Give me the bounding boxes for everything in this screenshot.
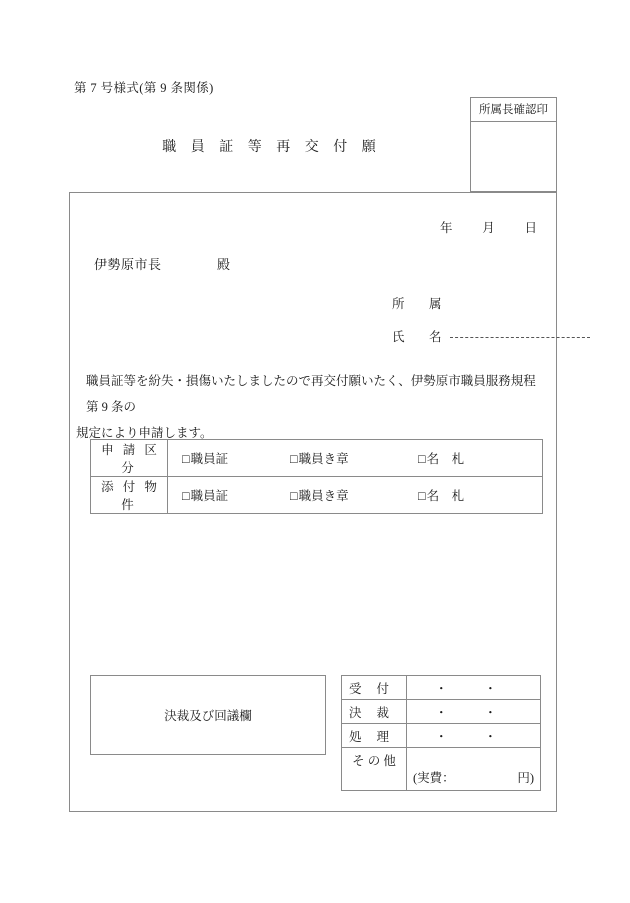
checkbox-icon[interactable]: □ <box>418 489 426 503</box>
checkbox-label: 職員証 <box>190 489 229 503</box>
name-row <box>392 327 590 345</box>
date-dot: ・ <box>435 729 448 744</box>
checkbox-icon[interactable]: □ <box>182 489 190 503</box>
date-month-label: 月 <box>482 221 496 235</box>
row-label-approval <box>342 700 407 724</box>
cost-prefix: (実費： <box>413 771 455 785</box>
label-char: 理 <box>376 729 389 744</box>
name-input-line[interactable] <box>450 337 590 338</box>
affiliation-row <box>392 294 448 312</box>
processing-table <box>341 675 541 791</box>
date-day-label: 日 <box>524 221 538 235</box>
approval-box-label: 決裁及び回議欄 <box>164 709 252 723</box>
cost-suffix: 円) <box>517 771 534 785</box>
row-options-attached-items <box>168 477 543 514</box>
checkbox-option[interactable] <box>418 486 526 504</box>
date-year-label: 年 <box>440 221 454 235</box>
checkbox-icon[interactable]: □ <box>182 452 190 466</box>
checkbox-label: 名 札 <box>426 452 465 466</box>
label-char: 付 <box>376 681 389 696</box>
table-row <box>91 477 543 514</box>
row-value-other[interactable] <box>407 748 541 791</box>
date-dot: ・ <box>484 681 497 696</box>
body-line-2: 規定により申請します。 <box>76 426 213 440</box>
row-label-other <box>342 748 407 791</box>
addressee-line <box>94 254 231 273</box>
date-dot: ・ <box>484 729 497 744</box>
table-row <box>342 724 541 748</box>
page-title: 職 員 証 等 再 交 付 願 <box>162 140 382 155</box>
checkbox-label: 職員き章 <box>298 452 349 466</box>
body-line-1: 職員証等を紛失・損傷いたしましたので再交付願いたく、伊勢原市職員服務規程第 9 条の <box>86 374 536 414</box>
other-label-text: そ の 他 <box>352 754 396 768</box>
label-char: 決 <box>349 705 362 720</box>
row-value-approval[interactable] <box>407 700 541 724</box>
checkbox-label: 名 札 <box>426 489 465 503</box>
date-dot: ・ <box>435 681 448 696</box>
body-paragraph <box>76 368 548 446</box>
checkbox-icon[interactable]: □ <box>418 452 426 466</box>
row-label-receipt <box>342 676 407 700</box>
table-row <box>91 440 543 477</box>
application-checkbox-table <box>90 439 543 514</box>
table-row <box>342 748 541 791</box>
checkbox-option[interactable] <box>290 449 418 467</box>
addressee-honorific: 殿 <box>217 257 231 272</box>
approval-circulation-box[interactable] <box>90 675 326 755</box>
form-number: 第 7 号様式(第 9 条関係) <box>74 81 214 95</box>
checkbox-label: 職員き章 <box>298 489 349 503</box>
row-label-processing <box>342 724 407 748</box>
name-label: 氏 名 <box>392 330 448 344</box>
department-head-seal-box <box>470 97 557 192</box>
checkbox-option[interactable] <box>182 449 290 467</box>
checkbox-label: 職員証 <box>190 452 229 466</box>
checkbox-option[interactable] <box>182 486 290 504</box>
row-label-application-category: 申 請 区 分 <box>91 440 168 477</box>
date-dot: ・ <box>435 705 448 720</box>
label-char: 処 <box>349 729 362 744</box>
row-label-attached-items: 添 付 物 件 <box>91 477 168 514</box>
row-options-application-category <box>168 440 543 477</box>
row-value-processing[interactable] <box>407 724 541 748</box>
seal-box-header-label: 所属長確認印 <box>471 98 556 122</box>
table-row <box>342 700 541 724</box>
checkbox-icon[interactable]: □ <box>290 489 298 503</box>
row-value-receipt[interactable] <box>407 676 541 700</box>
seal-box-stamp-area[interactable] <box>471 122 556 192</box>
affiliation-label: 所 属 <box>392 297 448 311</box>
label-char: 受 <box>349 681 362 696</box>
checkbox-icon[interactable]: □ <box>290 452 298 466</box>
table-row <box>342 676 541 700</box>
date-dot: ・ <box>484 705 497 720</box>
checkbox-option[interactable] <box>418 449 526 467</box>
checkbox-option[interactable] <box>290 486 418 504</box>
date-line <box>440 218 538 236</box>
addressee-name: 伊勢原市長 <box>94 257 162 272</box>
label-char: 裁 <box>376 705 389 720</box>
